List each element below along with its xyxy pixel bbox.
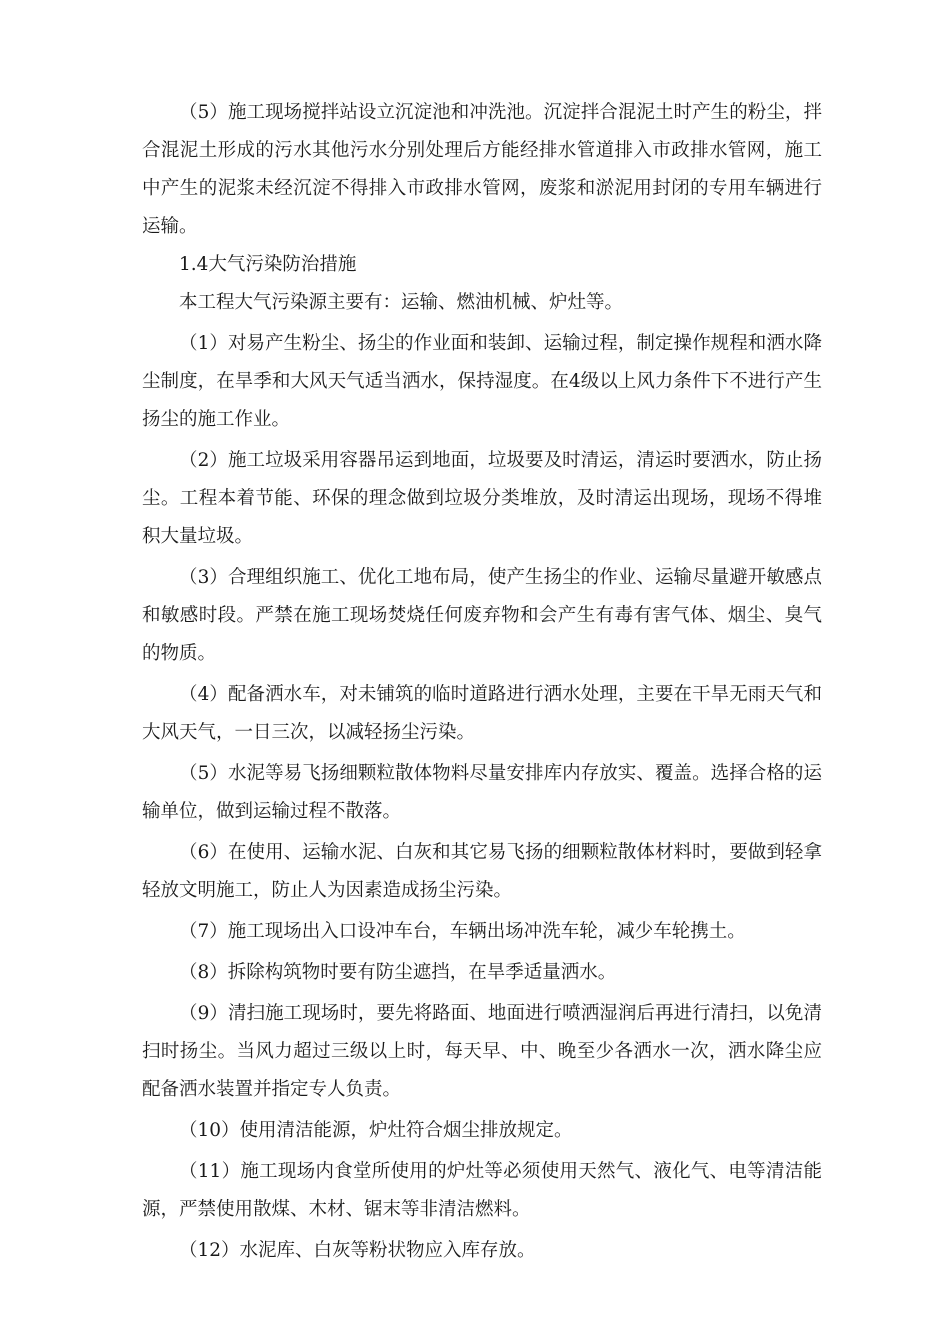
paragraph-item-8: （8）拆除构筑物时要有防尘遮挡，在旱季适量洒水。 <box>179 962 617 983</box>
paragraph-mixing-station: （5）施工现场搅拌站设立沉淀池和冲洗池。沉淀拌合混泥土时产生的粉尘，拌合混泥土形成的污水其他污水分别处理后方能经排水管道排入市政排水管网，施工中产生的泥浆未经沉淀不得排入市政排水管网，废浆和淤泥用封闭的专用车辆进行运输。 <box>142 102 822 237</box>
paragraph-pollution-sources: 本工程大气污染源主要有：运输、燃油机械、炉灶等。 <box>179 292 624 313</box>
section-heading-air-pollution: 1.4大气污染防治措施 <box>179 254 357 275</box>
paragraph-item-4: （4）配备洒水车，对未铺筑的临时道路进行洒水处理，主要在干旱无雨天气和大风天气，一日三次，以减轻扬尘污染。 <box>142 684 822 743</box>
paragraph-item-3: （3）合理组织施工、优化工地布局，使产生扬尘的作业、运输尽量避开敏感点和敏感时段。严禁在施工现场焚烧任何废弃物和会产生有毒有害气体、烟尘、臭气的物质。 <box>142 567 822 664</box>
paragraph-item-11: （11）施工现场内食堂所使用的炉灶等必须使用天然气、液化气、电等清洁能源，严禁使用散煤、木材、锯末等非清洁燃料。 <box>142 1161 822 1220</box>
paragraph-item-10: （10）使用清洁能源，炉灶符合烟尘排放规定。 <box>179 1120 573 1141</box>
paragraph-item-6: （6）在使用、运输水泥、白灰和其它易飞扬的细颗粒散体材料时，要做到轻拿轻放文明施工，防止人为因素造成扬尘污染。 <box>142 842 822 901</box>
paragraph-item-2: （2）施工垃圾采用容器吊运到地面，垃圾要及时清运，清运时要洒水，防止扬尘。工程本着节能、环保的理念做到垃圾分类堆放，及时清运出现场，现场不得堆积大量垃圾。 <box>142 450 822 547</box>
paragraph-item-5: （5）水泥等易飞扬细颗粒散体物料尽量安排库内存放实、覆盖。选择合格的运输单位，做到运输过程不散落。 <box>142 763 822 822</box>
paragraph-item-9: （9）清扫施工现场时，要先将路面、地面进行喷洒湿润后再进行清扫，以免清扫时扬尘。当风力超过三级以上时，每天早、中、晚至少各洒水一次，洒水降尘应配备洒水装置并指定专人负责。 <box>142 1003 822 1100</box>
paragraph-item-1: （1）对易产生粉尘、扬尘的作业面和装卸、运输过程，制定操作规程和洒水降尘制度，在旱季和大风天气适当洒水，保持湿度。在4级以上风力条件下不进行产生扬尘的施工作业。 <box>142 333 822 430</box>
paragraph-item-7: （7）施工现场出入口设冲车台，车辆出场冲洗车轮，减少车轮携土。 <box>179 921 746 942</box>
paragraph-item-12: （12）水泥库、白灰等粉状物应入库存放。 <box>179 1240 536 1261</box>
document-body <box>142 94 822 1270</box>
